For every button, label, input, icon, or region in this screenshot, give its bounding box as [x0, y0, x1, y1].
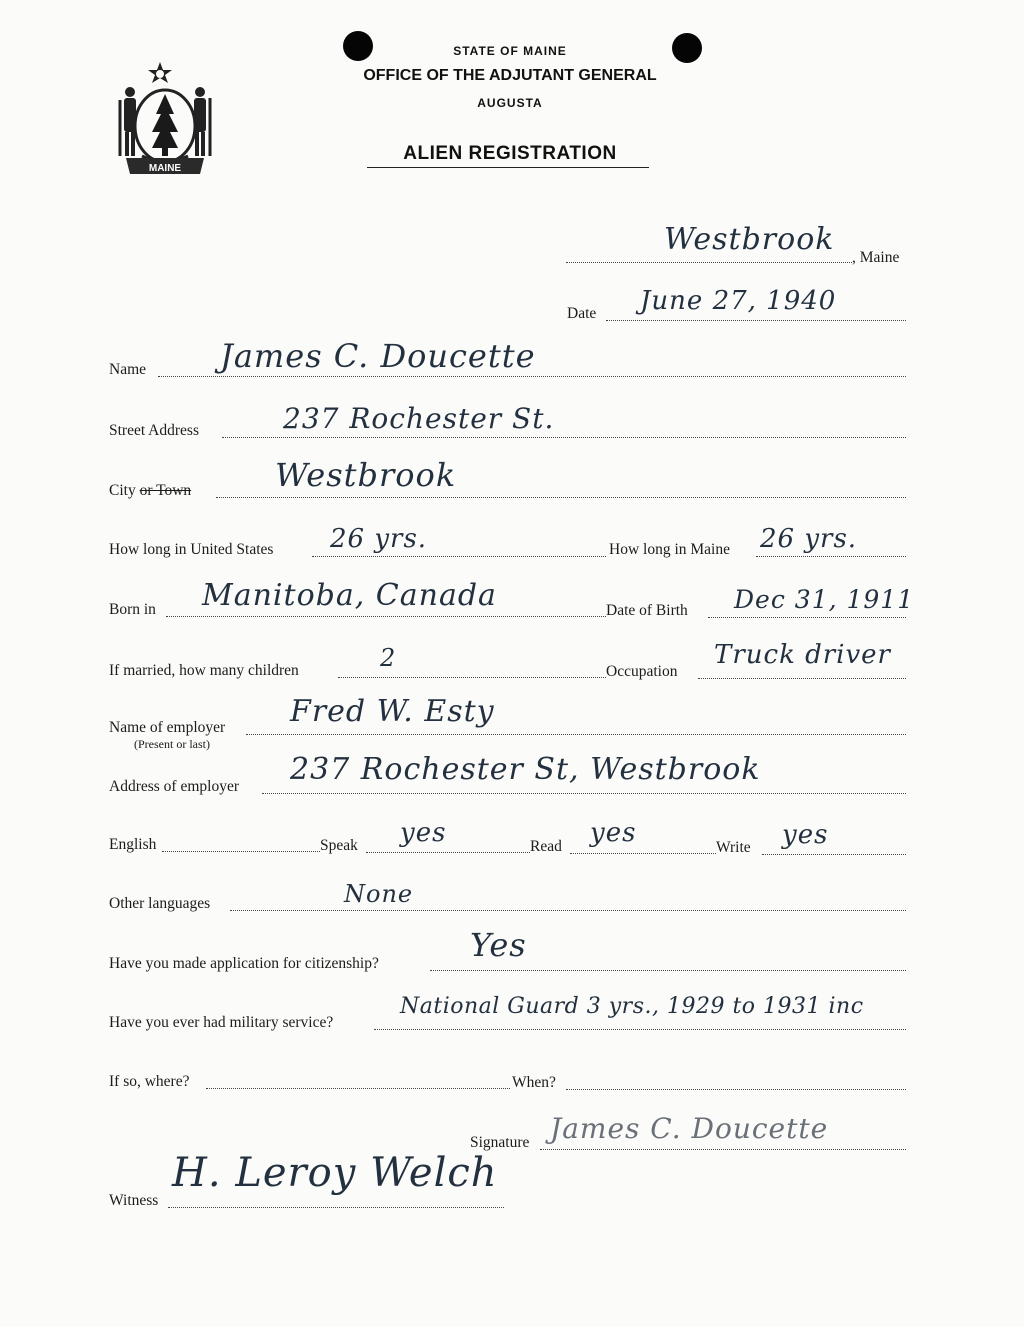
- employer-label: Name of employer: [109, 719, 226, 736]
- read-line: [570, 853, 716, 854]
- when-line: [566, 1089, 906, 1090]
- city-value: Westbrook: [275, 456, 457, 494]
- street-value: 237 Rochester St.: [283, 402, 555, 435]
- maine-years-label: How long in Maine: [609, 541, 730, 558]
- street-label: Street Address: [109, 422, 199, 439]
- children-value: 2: [380, 644, 397, 672]
- born-in-label: Born in: [109, 601, 156, 618]
- military-label: Have you ever had military service?: [109, 1014, 334, 1031]
- speak-label: Speak: [320, 837, 358, 854]
- svg-text:MAINE: MAINE: [148, 163, 182, 174]
- birth-date-label: Date of Birth: [606, 602, 688, 619]
- military-value: National Guard 3 yrs., 1929 to 1931 inc: [400, 994, 864, 1019]
- city-line: [216, 497, 906, 498]
- employer-address-value: 237 Rochester St, Westbrook: [290, 752, 761, 787]
- us-years-line: [312, 556, 606, 557]
- occupation-value: Truck driver: [714, 640, 891, 670]
- military-line: [374, 1029, 906, 1030]
- citizenship-value: Yes: [470, 926, 527, 964]
- city-label: [109, 482, 191, 500]
- city-label-city: City: [109, 482, 140, 499]
- employer-line: [246, 734, 906, 735]
- witness-value: H. Leroy Welch: [172, 1150, 498, 1196]
- form-title: ALIEN REGISTRATION: [403, 143, 617, 164]
- signature-value: James C. Doucette: [550, 1112, 829, 1145]
- state-seal-emblem: [112, 58, 218, 176]
- signature-label: Signature: [470, 1134, 530, 1151]
- witness-label: Witness: [109, 1192, 159, 1209]
- when-label: When?: [512, 1074, 556, 1091]
- header-state: STATE OF MAINE: [453, 44, 567, 58]
- occupation-label: Occupation: [606, 663, 678, 680]
- birth-date-line: [708, 617, 906, 618]
- english-label: English: [109, 836, 157, 853]
- date-value: June 27, 1940: [640, 286, 837, 316]
- name-line: [158, 376, 906, 377]
- children-label: If married, how many children: [109, 662, 299, 679]
- place-value: Westbrook: [664, 222, 835, 257]
- citizenship-line: [430, 970, 906, 971]
- employer-sublabel: (Present or last): [134, 737, 210, 751]
- street-line: [222, 437, 906, 438]
- occupation-line: [698, 678, 906, 679]
- form-title-underline: [367, 167, 649, 168]
- other-languages-line: [230, 910, 906, 911]
- write-value: yes: [782, 820, 829, 850]
- header-office: OFFICE OF THE ADJUTANT GENERAL: [363, 67, 657, 84]
- children-line: [338, 677, 606, 678]
- signature-line: [540, 1149, 906, 1150]
- name-value: James C. Doucette: [220, 337, 536, 375]
- us-years-label: How long in United States: [109, 541, 274, 558]
- speak-line: [366, 852, 530, 853]
- citizenship-label: Have you made application for citizenship?: [109, 955, 379, 972]
- date-label: Date: [567, 305, 597, 322]
- place-suffix: , Maine: [852, 249, 900, 266]
- read-label: Read: [530, 838, 562, 855]
- birth-date-value: Dec 31, 1911: [734, 585, 915, 614]
- name-label: Name: [109, 361, 147, 378]
- write-line: [762, 854, 906, 855]
- employer-value: Fred W. Esty: [290, 694, 495, 729]
- born-in-line: [166, 616, 606, 617]
- employer-address-label: Address of employer: [109, 778, 239, 795]
- header-city: AUGUSTA: [477, 96, 543, 110]
- other-languages-label: Other languages: [109, 895, 211, 912]
- write-label: Write: [716, 839, 751, 856]
- employer-address-line: [262, 793, 906, 794]
- maine-years-value: 26 yrs.: [760, 524, 858, 554]
- place-line: [566, 262, 852, 263]
- speak-value: yes: [400, 818, 447, 848]
- where-line: [206, 1088, 510, 1089]
- born-in-value: Manitoba, Canada: [202, 578, 497, 613]
- where-label: If so, where?: [109, 1073, 190, 1090]
- date-line: [606, 320, 906, 321]
- english-line: [162, 851, 320, 852]
- read-value: yes: [590, 818, 637, 848]
- city-label-struck: or Town: [139, 482, 192, 499]
- other-languages-value: None: [344, 880, 414, 908]
- maine-years-line: [756, 556, 906, 557]
- us-years-value: 26 yrs.: [330, 524, 428, 554]
- witness-line: [168, 1207, 504, 1208]
